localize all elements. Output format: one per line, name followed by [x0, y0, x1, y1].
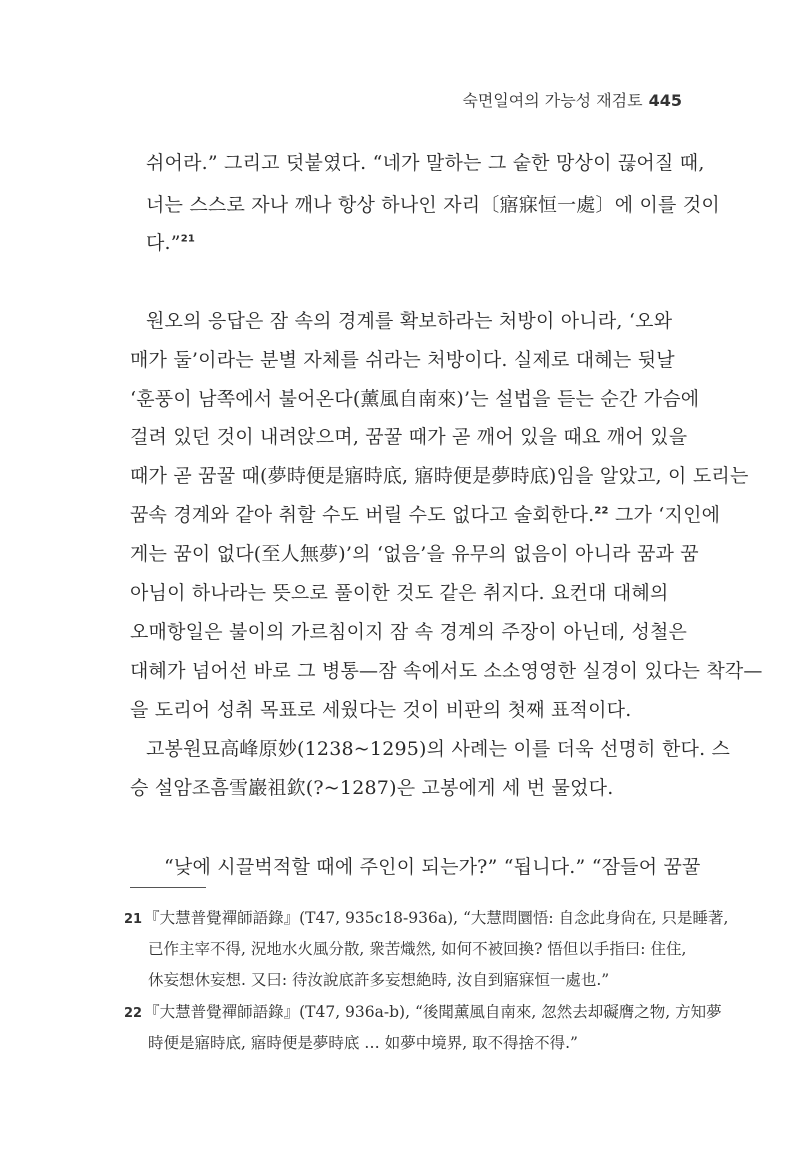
quote-line-text: 다.” — [146, 232, 181, 254]
body-line-with-ref — [130, 500, 720, 527]
footnote-22 — [124, 1000, 722, 1022]
body-line: 승 설암조흠雪巖祖欽(?~1287)은 고봉에게 세 번 물었다. — [130, 777, 614, 799]
body-line: 원오의 응답은 잠 속의 경계를 확보하라는 처방이 아니라, ‘오와 — [146, 310, 673, 332]
footnote-ref-21: 21 — [180, 233, 196, 245]
footnote-text: 『大慧普覺禪師語錄』(T47, 935c18-936a), “大慧問圜悟: 自念此身尙在, 只是睡著, — [144, 909, 729, 927]
body-line: 아님이 하나라는 뜻으로 풀이한 것도 같은 취지다. 요컨대 대혜의 — [130, 582, 669, 604]
quote-line: 너는 스스로 자나 깨나 항상 하나인 자리〔寤寐恒一處〕에 이를 것이 — [146, 194, 720, 216]
footnote-ref-22: 22 — [594, 505, 609, 517]
page-number: 445 — [648, 91, 682, 110]
body-line: 고봉원묘高峰原妙(1238~1295)의 사례는 이를 더욱 선명히 한다. 스 — [146, 738, 731, 760]
quote-line: 쉬어라.” 그리고 덧붙였다. “네가 말하는 그 숱한 망상이 끊어질 때, — [146, 152, 705, 174]
footnote-line: 時便是寤時底, 寤時便是夢時底 … 如夢中境界, 取不得捨不得.” — [148, 1034, 578, 1052]
footnote-separator — [130, 887, 206, 888]
body-text: 그가 ‘지인에 — [608, 504, 721, 526]
body-line: 걸려 있던 것이 내려앉으며, 꿈꿀 때가 곧 깨어 있을 때요 깨어 있을 — [130, 426, 688, 448]
body-line: ‘훈풍이 남쪽에서 불어온다(薰風自南來)’는 설법을 듣는 순간 가슴에 — [130, 388, 700, 410]
footnote-number: 21 — [124, 912, 143, 927]
footnote-line: 已作主宰不得, 況地水火風分散, 衆苦熾然, 如何不被回換? 悟但以手指曰: 住住, — [148, 940, 687, 958]
running-header — [462, 88, 682, 111]
footnote-line: 休妄想休妄想. 又曰: 待汝說底許多妄想絶時, 汝自到寤寐恒一處也.” — [148, 971, 610, 989]
footnote-number: 22 — [124, 1006, 143, 1021]
body-line: 매가 둘’이라는 분별 자체를 쉬라는 처방이다. 실제로 대혜는 뒷날 — [130, 349, 675, 371]
quote-line-end — [146, 228, 195, 255]
body-text: 꿈속 경계와 같아 취할 수도 버릴 수도 없다고 술회한다. — [130, 504, 595, 526]
body-line: 오매항일은 불이의 가르침이지 잠 속 경계의 주장이 아닌데, 성철은 — [130, 621, 688, 643]
body-line: 을 도리어 성취 목표로 세웠다는 것이 비판의 첫째 표적이다. — [130, 699, 632, 721]
footnote-text: 『大慧普覺禪師語錄』(T47, 936a-b), “後聞薰風自南來, 忽然去却礙膺之物, 方知夢 — [144, 1003, 722, 1021]
quote-line: “낮에 시끌벅적할 때에 주인이 되는가?” “됩니다.” “잠들어 꿈꿀 — [164, 856, 701, 878]
header-title: 숙면일여의 가능성 재검토 — [462, 91, 643, 110]
body-line: 게는 꿈이 없다(至人無夢)’의 ‘없음’을 유무의 없음이 아니라 꿈과 꿈 — [130, 543, 699, 565]
footnote-21 — [124, 906, 728, 928]
body-line: 대혜가 넘어선 바로 그 병통—잠 속에서도 소소영영한 실경이 있다는 착각— — [130, 660, 763, 682]
body-line: 때가 곧 꿈꿀 때(夢時便是寤時底, 寤時便是夢時底)임을 알았고, 이 도리는 — [130, 465, 749, 487]
